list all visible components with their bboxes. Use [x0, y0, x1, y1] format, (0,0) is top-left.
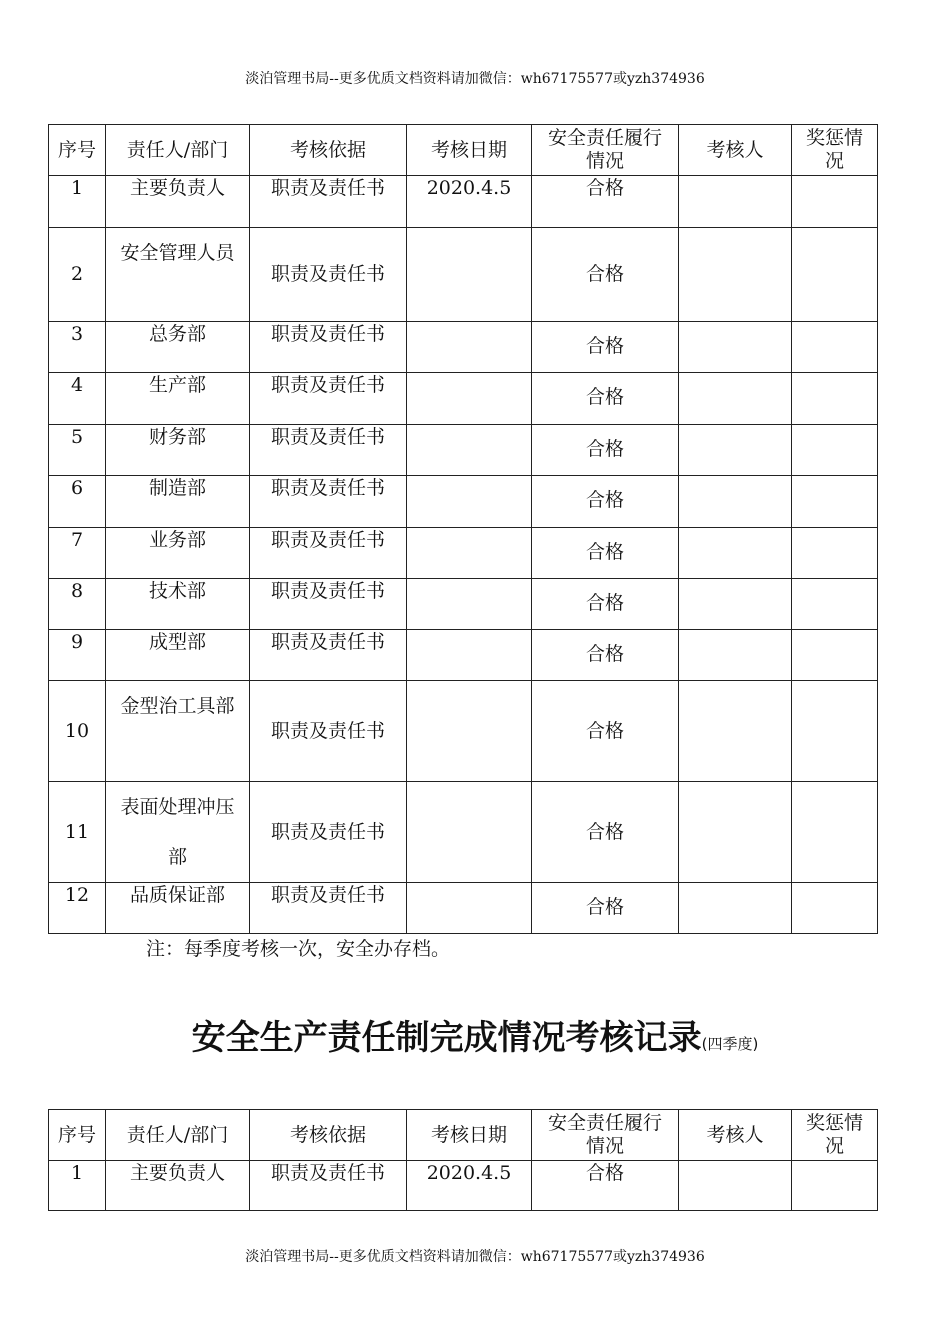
cell-department: 表面处理冲压部: [106, 782, 250, 883]
cell-basis: 职责及责任书: [250, 528, 407, 579]
cell-reward: [792, 681, 878, 782]
table-note: 注：每季度考核一次，安全办存档。: [146, 938, 451, 960]
cell-number: 6: [49, 476, 106, 528]
page-header: 淡泊管理书局--更多优质文档资料请加微信：wh67175577或yzh374936: [245, 71, 705, 87]
cell-reviewer: [679, 373, 792, 425]
page-footer: 淡泊管理书局--更多优质文档资料请加微信：wh67175577或yzh374936: [245, 1249, 705, 1265]
cell-number: 7: [49, 528, 106, 579]
title-suffix: (四季度): [701, 1035, 759, 1053]
cell-department: 金型治工具部: [106, 681, 250, 782]
column-header-basis: 考核依据: [250, 125, 407, 176]
cell-basis: 职责及责任书: [250, 883, 407, 934]
cell-reviewer: [679, 1161, 792, 1211]
table-row: [49, 476, 878, 528]
cell-result: 合格: [532, 883, 679, 934]
cell-number: 2: [49, 228, 106, 322]
cell-date: [407, 476, 532, 528]
column-header-number: 序号: [49, 125, 106, 176]
cell-date: [407, 681, 532, 782]
cell-basis: 职责及责任书: [250, 630, 407, 681]
cell-reviewer: [679, 476, 792, 528]
cell-reviewer: [679, 579, 792, 630]
assessment-table-q3: [48, 124, 878, 934]
cell-department: 主要负责人: [106, 176, 250, 228]
cell-department: 安全管理人员: [106, 228, 250, 322]
cell-reviewer: [679, 883, 792, 934]
cell-number: 11: [49, 782, 106, 883]
table-row: [49, 228, 878, 322]
cell-reward: [792, 228, 878, 322]
table-row: [49, 373, 878, 425]
table-row: [49, 681, 878, 782]
cell-reward: [792, 373, 878, 425]
cell-basis: 职责及责任书: [250, 1161, 407, 1211]
cell-date: [407, 425, 532, 476]
cell-reward: [792, 883, 878, 934]
cell-result: 合格: [532, 476, 679, 528]
cell-date: [407, 228, 532, 322]
column-header-date: 考核日期: [407, 1110, 532, 1161]
cell-result: 合格: [532, 681, 679, 782]
cell-number: 1: [49, 1161, 106, 1211]
header-row: [49, 1110, 878, 1161]
column-header-reward: 奖惩情况: [792, 125, 878, 176]
cell-reward: [792, 322, 878, 373]
cell-result: 合格: [532, 528, 679, 579]
cell-basis: 职责及责任书: [250, 425, 407, 476]
cell-result: 合格: [532, 322, 679, 373]
cell-number: 10: [49, 681, 106, 782]
table-row: [49, 425, 878, 476]
cell-result: 合格: [532, 176, 679, 228]
cell-basis: 职责及责任书: [250, 579, 407, 630]
cell-number: 1: [49, 176, 106, 228]
table-row: [49, 630, 878, 681]
cell-number: 5: [49, 425, 106, 476]
cell-date: [407, 373, 532, 425]
cell-basis: 职责及责任书: [250, 322, 407, 373]
title-text: 安全生产责任制完成情况考核记录: [191, 1018, 702, 1058]
cell-reward: [792, 579, 878, 630]
cell-date: [407, 322, 532, 373]
cell-number: 3: [49, 322, 106, 373]
cell-department: 总务部: [106, 322, 250, 373]
cell-date: [407, 782, 532, 883]
cell-reviewer: [679, 176, 792, 228]
cell-date: 2020.4.5: [407, 176, 532, 228]
cell-reward: [792, 425, 878, 476]
column-header-reviewer: 考核人: [679, 1110, 792, 1161]
cell-result: 合格: [532, 630, 679, 681]
cell-basis: 职责及责任书: [250, 373, 407, 425]
cell-basis: 职责及责任书: [250, 176, 407, 228]
cell-reviewer: [679, 528, 792, 579]
cell-result: 合格: [532, 1161, 679, 1211]
cell-department: 品质保证部: [106, 883, 250, 934]
column-header-reward: 奖惩情况: [792, 1110, 878, 1161]
header-row: [49, 125, 878, 176]
cell-department: 财务部: [106, 425, 250, 476]
cell-reward: [792, 176, 878, 228]
column-header-department: 责任人/部门: [106, 125, 250, 176]
column-header-result: 安全责任履行情况: [532, 125, 679, 176]
cell-department: 生产部: [106, 373, 250, 425]
cell-result: 合格: [532, 228, 679, 322]
column-header-basis: 考核依据: [250, 1110, 407, 1161]
cell-department: 成型部: [106, 630, 250, 681]
cell-result: 合格: [532, 425, 679, 476]
cell-reviewer: [679, 425, 792, 476]
table-row: [49, 322, 878, 373]
table-row: [49, 176, 878, 228]
table-row: [49, 883, 878, 934]
table-row: [49, 1161, 878, 1211]
column-header-number: 序号: [49, 1110, 106, 1161]
cell-basis: 职责及责任书: [250, 681, 407, 782]
cell-reviewer: [679, 630, 792, 681]
cell-date: [407, 883, 532, 934]
column-header-result: 安全责任履行情况: [532, 1110, 679, 1161]
cell-reward: [792, 528, 878, 579]
cell-basis: 职责及责任书: [250, 228, 407, 322]
cell-reward: [792, 476, 878, 528]
column-header-reviewer: 考核人: [679, 125, 792, 176]
cell-number: 4: [49, 373, 106, 425]
cell-reward: [792, 630, 878, 681]
cell-department: 制造部: [106, 476, 250, 528]
cell-number: 8: [49, 579, 106, 630]
cell-result: 合格: [532, 782, 679, 883]
document-title: [0, 1010, 950, 1059]
cell-date: 2020.4.5: [407, 1161, 532, 1211]
table-row: [49, 579, 878, 630]
cell-reviewer: [679, 681, 792, 782]
cell-department: 主要负责人: [106, 1161, 250, 1211]
assessment-table-q4: [48, 1109, 878, 1211]
cell-reward: [792, 1161, 878, 1211]
cell-department: 技术部: [106, 579, 250, 630]
cell-department: 业务部: [106, 528, 250, 579]
cell-reviewer: [679, 322, 792, 373]
table-row: [49, 782, 878, 883]
cell-reward: [792, 782, 878, 883]
cell-basis: 职责及责任书: [250, 476, 407, 528]
cell-reviewer: [679, 782, 792, 883]
cell-number: 9: [49, 630, 106, 681]
cell-result: 合格: [532, 579, 679, 630]
cell-basis: 职责及责任书: [250, 782, 407, 883]
cell-date: [407, 630, 532, 681]
table-row: [49, 528, 878, 579]
column-header-date: 考核日期: [407, 125, 532, 176]
column-header-department: 责任人/部门: [106, 1110, 250, 1161]
cell-date: [407, 579, 532, 630]
cell-result: 合格: [532, 373, 679, 425]
cell-reviewer: [679, 228, 792, 322]
cell-number: 12: [49, 883, 106, 934]
cell-date: [407, 528, 532, 579]
